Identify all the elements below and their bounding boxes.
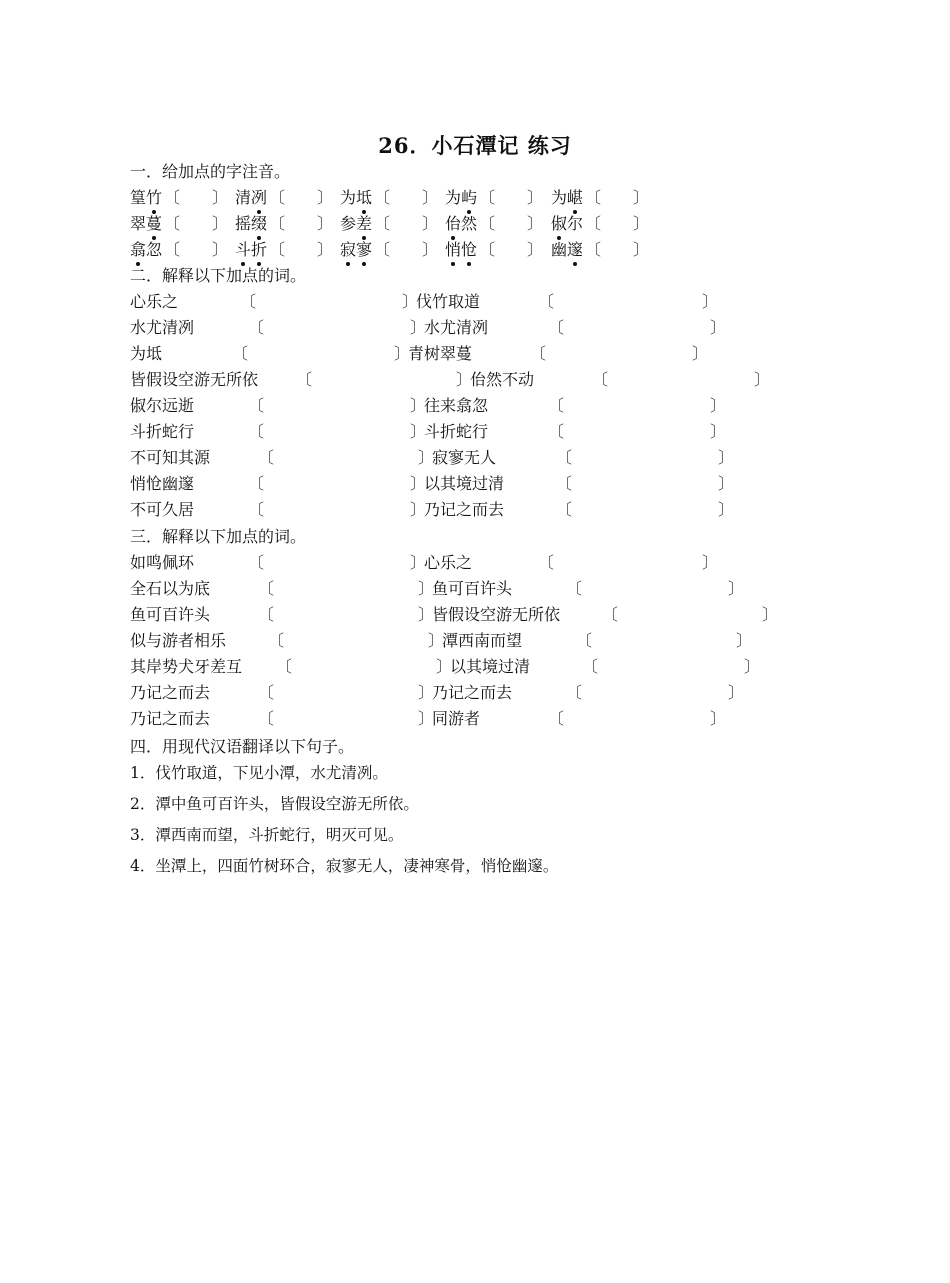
answer-blank-close[interactable]: 〕 <box>527 240 544 259</box>
bracket-open: 〔 <box>269 188 286 207</box>
section-3-heading: 三．解释以下加点的词。 <box>130 527 307 546</box>
answer-blank-close[interactable]: 〕 <box>456 370 473 389</box>
section-1-heading: 一．给加点的字注音。 <box>130 162 291 181</box>
explain-word: 斗折蛇行 <box>424 422 489 441</box>
bracket-open: 〔 <box>585 240 602 259</box>
bracket-open: 〔 <box>258 448 275 467</box>
bracket-open: 〔 <box>248 553 265 572</box>
explain-word: 鱼可百许头 <box>432 579 513 598</box>
answer-blank-close[interactable]: 〕 <box>418 579 435 598</box>
explain-word: 全石以为底 <box>130 579 211 598</box>
answer-blank-close[interactable]: 〕 <box>402 292 419 311</box>
section-4-heading: 四．用现代汉语翻译以下句子。 <box>130 737 355 756</box>
pinyin-word: 篁竹 <box>130 186 162 210</box>
answer-blank-close[interactable]: 〕 <box>702 553 719 572</box>
bracket-open: 〔 <box>240 292 257 311</box>
explain-row <box>130 551 830 575</box>
bracket-open: 〔 <box>538 553 555 572</box>
answer-blank-close[interactable]: 〕 <box>418 709 435 728</box>
bracket-open: 〔 <box>232 344 249 363</box>
answer-blank-close[interactable]: 〕 <box>317 214 334 233</box>
explain-row <box>130 446 830 470</box>
answer-blank-close[interactable]: 〕 <box>633 240 650 259</box>
answer-blank-close[interactable]: 〕 <box>422 214 439 233</box>
explain-word: 佁然不动 <box>470 370 535 389</box>
answer-blank-close[interactable]: 〕 <box>710 709 727 728</box>
answer-blank-close[interactable]: 〕 <box>718 500 735 519</box>
answer-blank-close[interactable]: 〕 <box>317 188 334 207</box>
bracket-open: 〔 <box>592 370 609 389</box>
page-title: 26．小石潭记 练习 <box>378 133 572 158</box>
pinyin-word: 为坻 <box>340 186 372 210</box>
explain-word: 同游者 <box>432 709 481 728</box>
bracket-open: 〔 <box>548 396 565 415</box>
explain-word: 悄怆幽邃 <box>130 474 195 493</box>
answer-blank-close[interactable]: 〕 <box>422 188 439 207</box>
answer-blank-close[interactable]: 〕 <box>410 474 427 493</box>
bracket-open: 〔 <box>248 318 265 337</box>
explain-row <box>130 368 830 392</box>
explain-row <box>130 681 830 705</box>
explain-row <box>130 577 830 601</box>
bracket-open: 〔 <box>602 605 619 624</box>
bracket-open: 〔 <box>374 214 391 233</box>
answer-blank-close[interactable]: 〕 <box>422 240 439 259</box>
bracket-open: 〔 <box>566 683 583 702</box>
bracket-open: 〔 <box>276 657 293 676</box>
bracket-open: 〔 <box>548 318 565 337</box>
answer-blank-close[interactable]: 〕 <box>394 344 411 363</box>
answer-blank-close[interactable]: 〕 <box>692 344 709 363</box>
explain-word: 心乐之 <box>130 292 179 311</box>
pinyin-word: 翠蔓 <box>130 212 162 236</box>
bracket-open: 〔 <box>479 214 496 233</box>
bracket-open: 〔 <box>248 474 265 493</box>
bracket-open: 〔 <box>566 579 583 598</box>
bracket-open: 〔 <box>248 500 265 519</box>
section-2-heading: 二．解释以下加点的词。 <box>130 266 307 285</box>
explain-row <box>130 290 830 314</box>
answer-blank-close[interactable]: 〕 <box>418 448 435 467</box>
bracket-open: 〔 <box>556 474 573 493</box>
translation-item-2: 2．潭中鱼可百许头，皆假设空游无所依。 <box>130 795 419 813</box>
answer-blank-close[interactable]: 〕 <box>317 240 334 259</box>
answer-blank-close[interactable]: 〕 <box>436 657 453 676</box>
bracket-open: 〔 <box>538 292 555 311</box>
answer-blank-close[interactable]: 〕 <box>633 214 650 233</box>
pinyin-word: 斗折 <box>235 238 267 262</box>
bracket-open: 〔 <box>164 214 181 233</box>
explain-word: 以其境过清 <box>450 657 531 676</box>
bracket-open: 〔 <box>556 448 573 467</box>
bracket-open: 〔 <box>530 344 547 363</box>
explain-word: 水尤清冽 <box>424 318 489 337</box>
answer-blank-close[interactable]: 〕 <box>736 631 753 650</box>
answer-blank-close[interactable]: 〕 <box>410 422 427 441</box>
translation-item-1: 1．伐竹取道，下见小潭，水尤清冽。 <box>130 764 388 782</box>
bracket-open: 〔 <box>585 188 602 207</box>
explain-word: 如鸣佩环 <box>130 553 195 572</box>
explain-word: 俶尔远逝 <box>130 396 195 415</box>
explain-word: 往来翕忽 <box>424 396 489 415</box>
pinyin-word: 清冽 <box>235 186 267 210</box>
explain-row <box>130 420 830 444</box>
answer-blank-close[interactable]: 〕 <box>527 214 544 233</box>
explain-word: 不可知其源 <box>130 448 211 467</box>
pinyin-word: 俶尔 <box>551 212 583 236</box>
bracket-open: 〔 <box>269 214 286 233</box>
bracket-open: 〔 <box>479 240 496 259</box>
explain-word: 伐竹取道 <box>416 292 481 311</box>
explain-word: 水尤清冽 <box>130 318 195 337</box>
bracket-open: 〔 <box>296 370 313 389</box>
explain-word: 潭西南而望 <box>442 631 523 650</box>
bracket-open: 〔 <box>374 240 391 259</box>
explain-row <box>130 316 830 340</box>
bracket-open: 〔 <box>556 500 573 519</box>
answer-blank-close[interactable]: 〕 <box>728 683 745 702</box>
explain-word: 皆假设空游无所依 <box>432 605 561 624</box>
answer-blank-close[interactable]: 〕 <box>710 422 727 441</box>
explain-word: 为坻 <box>130 344 163 363</box>
bracket-open: 〔 <box>268 631 285 650</box>
explain-row <box>130 603 830 627</box>
bracket-open: 〔 <box>548 709 565 728</box>
answer-blank-close[interactable]: 〕 <box>527 188 544 207</box>
answer-blank-close[interactable]: 〕 <box>212 188 229 207</box>
bracket-open: 〔 <box>269 240 286 259</box>
answer-blank-close[interactable]: 〕 <box>718 448 735 467</box>
bracket-open: 〔 <box>585 214 602 233</box>
pinyin-word: 悄怆 <box>445 238 477 262</box>
answer-blank-close[interactable]: 〕 <box>418 605 435 624</box>
bracket-open: 〔 <box>258 579 275 598</box>
answer-blank-close[interactable]: 〕 <box>728 579 745 598</box>
answer-blank-close[interactable]: 〕 <box>754 370 771 389</box>
pinyin-word: 参差 <box>340 212 372 236</box>
answer-blank-close[interactable]: 〕 <box>702 292 719 311</box>
translation-item-4: 4．坐潭上，四面竹树环合，寂寥无人，凄神寒骨，悄怆幽邃。 <box>130 857 559 875</box>
explain-word: 不可久居 <box>130 500 195 519</box>
bracket-open: 〔 <box>576 631 593 650</box>
answer-blank-close[interactable]: 〕 <box>418 683 435 702</box>
explain-row <box>130 707 830 731</box>
bracket-open: 〔 <box>479 188 496 207</box>
answer-blank-close[interactable]: 〕 <box>710 396 727 415</box>
answer-blank-close[interactable]: 〕 <box>710 318 727 337</box>
answer-blank-close[interactable]: 〕 <box>212 240 229 259</box>
explain-word: 乃记之而去 <box>130 709 211 728</box>
bracket-open: 〔 <box>548 422 565 441</box>
answer-blank-close[interactable]: 〕 <box>762 605 779 624</box>
pinyin-word: 寂寥 <box>340 238 372 262</box>
explain-word: 鱼可百许头 <box>130 605 211 624</box>
bracket-open: 〔 <box>374 188 391 207</box>
answer-blank-close[interactable]: 〕 <box>744 657 761 676</box>
explain-row <box>130 394 830 418</box>
pinyin-word: 幽邃 <box>551 238 583 262</box>
answer-blank-close[interactable]: 〕 <box>410 500 427 519</box>
answer-blank-close[interactable]: 〕 <box>212 214 229 233</box>
bracket-open: 〔 <box>164 188 181 207</box>
answer-blank-close[interactable]: 〕 <box>410 396 427 415</box>
explain-word: 似与游者相乐 <box>130 631 227 650</box>
bracket-open: 〔 <box>582 657 599 676</box>
explain-word: 乃记之而去 <box>130 683 211 702</box>
explain-word: 皆假设空游无所依 <box>130 370 259 389</box>
answer-blank-close[interactable]: 〕 <box>718 474 735 493</box>
answer-blank-close[interactable]: 〕 <box>633 188 650 207</box>
pinyin-word: 为嵁 <box>551 186 583 210</box>
bracket-open: 〔 <box>258 683 275 702</box>
pinyin-word: 翕忽 <box>130 238 162 262</box>
explain-word: 青树翠蔓 <box>408 344 473 363</box>
explain-word: 寂寥无人 <box>432 448 497 467</box>
explain-word: 斗折蛇行 <box>130 422 195 441</box>
pinyin-word: 摇缀 <box>235 212 267 236</box>
bracket-open: 〔 <box>164 240 181 259</box>
bracket-open: 〔 <box>258 709 275 728</box>
explain-word: 乃记之而去 <box>432 683 513 702</box>
explain-word: 乃记之而去 <box>424 500 505 519</box>
explain-row <box>130 655 830 679</box>
explain-row <box>130 498 830 522</box>
translation-item-3: 3．潭西南而望，斗折蛇行，明灭可见。 <box>130 826 404 844</box>
pinyin-word: 为屿 <box>445 186 477 210</box>
bracket-open: 〔 <box>258 605 275 624</box>
explain-word: 以其境过清 <box>424 474 505 493</box>
explain-row <box>130 472 830 496</box>
explain-word: 其岸势犬牙差互 <box>130 657 243 676</box>
explain-row <box>130 342 830 366</box>
explain-word: 心乐之 <box>424 553 473 572</box>
answer-blank-close[interactable]: 〕 <box>410 553 427 572</box>
bracket-open: 〔 <box>248 396 265 415</box>
pinyin-word: 佁然 <box>445 212 477 236</box>
answer-blank-close[interactable]: 〕 <box>428 631 445 650</box>
explain-row <box>130 629 830 653</box>
bracket-open: 〔 <box>248 422 265 441</box>
answer-blank-close[interactable]: 〕 <box>410 318 427 337</box>
